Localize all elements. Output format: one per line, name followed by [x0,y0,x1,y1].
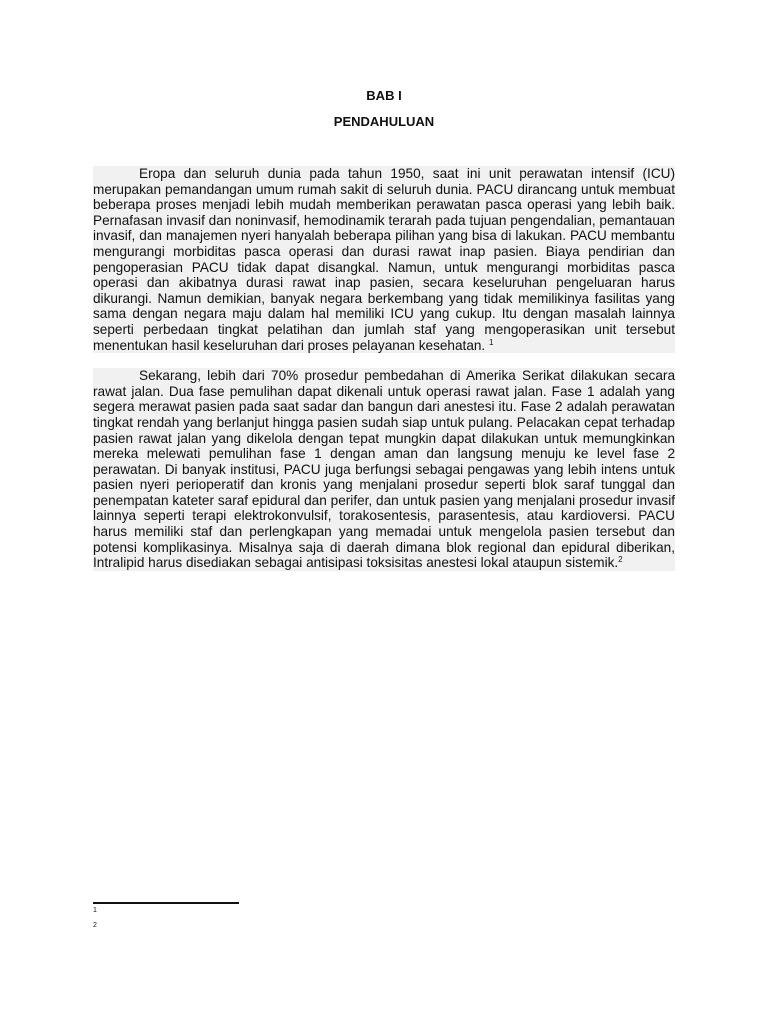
footnote-ref-1[interactable]: 1 [489,337,494,347]
chapter-title: PENDAHULUAN [333,114,435,129]
footnote-2: 2 [93,922,97,929]
paragraph-2 [93,368,675,571]
paragraph-1 [93,166,675,353]
footnote-ref-2[interactable]: 2 [618,555,623,565]
footnote-1: 1 [93,907,97,914]
body-text [93,166,675,571]
paragraph-spacer [93,353,675,368]
footnote-separator [93,902,239,904]
paragraph-1-text: Eropa dan seluruh dunia pada tahun 1950, saat ini unit perawatan intensif (ICU) merupakan pemandangan umum rumah sakit di seluruh dunia. PACU dirancang untuk membuat beberapa proses menjadi lebih mudah memberikan perawatan pasca operasi yang lebih baik. Pernafasan invasif dan noninvasif, hemodinamik terarah pada tujuan pengendalian, pemantauan invasif, dan manajemen nyeri hanyalah beberapa pilihan yang bisa di lakukan. PACU membantu mengurangi morbiditas pasca operasi dan durasi rawat inap pasien. Biaya pendirian dan pengoperasian PACU tidak dapat disangkal. Namun, untuk mengurangi morbiditas pasca operasi dan akibatnya durasi rawat inap pasien, secara keseluruhan pengeluaran harus dikurangi. Namun demikian, banyak negara berkembang yang tidak memilikinya fasilitas yang sama dengan negara maju dalam hal memiliki ICU yang cukup. Itu dengan masalah lainnya seperti perbedaan tingkat pelatihan dan jumlah staf yang mengoperasikan unit tersebut menentukan hasil keseluruhan dari proses pelayanan kesehatan. [93,166,675,353]
chapter-label: BAB I [366,88,402,103]
paragraph-2-text: Sekarang, lebih dari 70% prosedur pembedahan di Amerika Serikat dilakukan secara rawat jalan. Dua fase pemulihan dapat dikenali untuk operasi rawat jalan. Fase 1 adalah yang segera merawat pasien pada saat sadar dan bangun dari anestesi itu. Fase 2 adalah perawatan tingkat rendah yang berlanjut hingga pasien sudah siap untuk pulang. Pelacakan cepat terhadap pasien rawat jalan yang dikelola dengan tepat mungkin dapat dilakukan untuk memungkinkan mereka melewati pemulihan fase 1 dengan aman dan langsung menuju ke level fase 2 perawatan. Di banyak institusi, PACU juga berfungsi sebagai pengawas yang lebih intens untuk pasien nyeri perioperatif dan kronis yang menjalani prosedur seperti blok saraf tunggal dan penempatan kateter saraf epidural dan perifer, dan untuk pasien yang menjalani prosedur invasif lainnya seperti terapi elektrokonvulsif, torakosentesis, parasentesis, atau kardioversi. PACU harus memiliki staf dan perlengkapan yang memadai untuk mengelola pasien tersebut dan potensi komplikasinya. Misalnya saja di daerah dimana blok regional dan epidural diberikan, Intralipid harus disediakan sebagai antisipasi toksisitas anestesi lokal ataupun sistemik. [93,368,675,571]
